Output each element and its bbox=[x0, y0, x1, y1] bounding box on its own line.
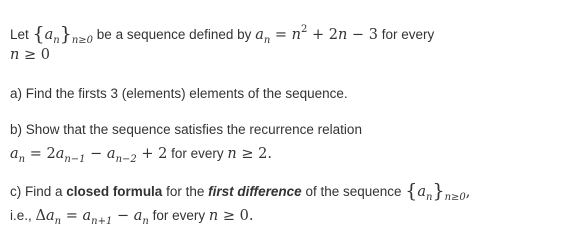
intro-condition: n ≥ 0 bbox=[10, 47, 50, 63]
part-a bbox=[10, 85, 348, 103]
part-b-line-2 bbox=[10, 145, 272, 169]
part-c-line-1 bbox=[10, 181, 470, 207]
delta-definition: $\Delta a_n = a_{n+1} - a_n$ bbox=[35, 208, 149, 227]
part-c-for-every: for every bbox=[152, 208, 206, 223]
first-difference-term: first difference bbox=[208, 184, 302, 199]
part-b-condition: n ≥ 2. bbox=[227, 146, 272, 162]
part-c-mid: for the bbox=[166, 184, 205, 199]
part-c-ie: i.e., bbox=[10, 208, 32, 223]
part-c-line-2 bbox=[10, 207, 253, 231]
part-b-for-every: for every bbox=[171, 146, 224, 161]
part-b-text: b) Show that the sequence satisfies the recurrence relation bbox=[10, 122, 362, 137]
closed-formula-term: closed formula bbox=[66, 184, 163, 199]
intro-line-2 bbox=[10, 46, 50, 64]
part-b-line-1 bbox=[10, 121, 362, 139]
intro-defined-text: be a sequence defined by bbox=[96, 27, 252, 42]
part-c-prefix: c) Find a bbox=[10, 184, 63, 199]
intro-line-1 bbox=[10, 21, 434, 50]
part-c-of: of the sequence bbox=[305, 184, 402, 199]
formula-definition: $a_n = n^2 + 2n - 3$ bbox=[255, 24, 378, 46]
sequence-notation: $\{a_n\}_{n\ge 0}$ bbox=[32, 23, 94, 46]
recurrence-relation: $a_n = 2a_{n-1} - a_{n-2} + 2$ bbox=[10, 146, 168, 165]
part-c-condition: n ≥ 0. bbox=[208, 208, 254, 224]
sequence-index-range: n≥0 bbox=[71, 35, 94, 46]
part-a-text: a) Find the firsts 3 (elements) elements of the sequence. bbox=[10, 86, 348, 101]
intro-let-text: Let bbox=[10, 27, 29, 42]
intro-for-every-text: for every bbox=[381, 27, 435, 42]
part-c-sequence-notation: $\{a_n\}_{n\ge 0}$, bbox=[405, 180, 471, 203]
